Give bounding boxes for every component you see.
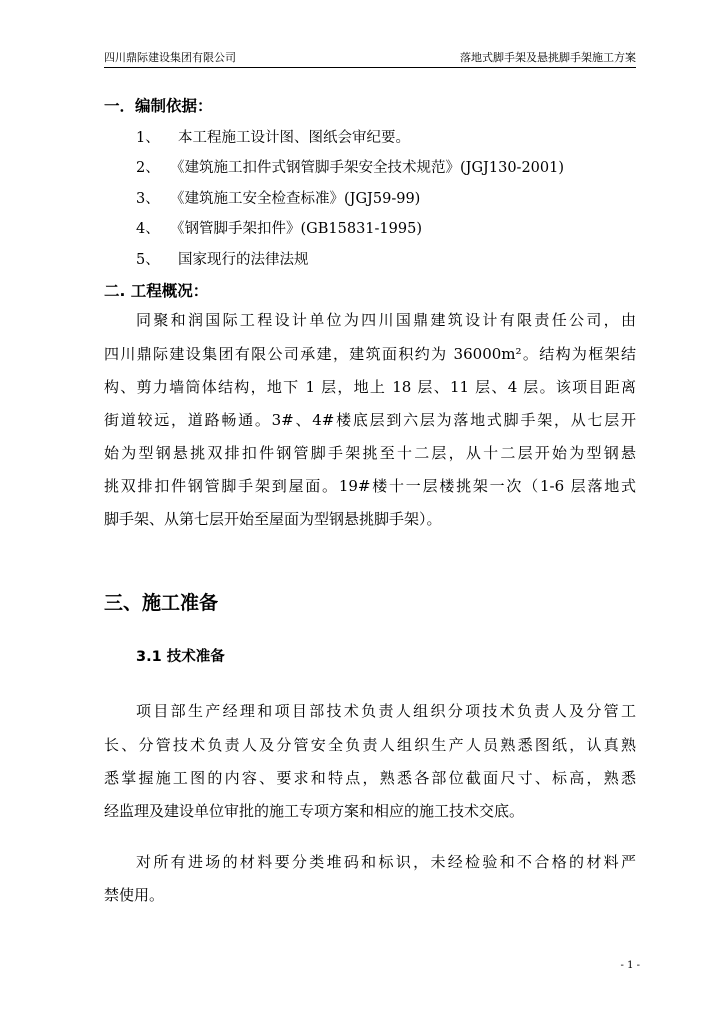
material-line: 对所有进场的材料要分类堆码和标识，未经检验和不合格的材料严: [136, 853, 636, 871]
basis-item-text: 《建筑施工安全检查标准》(JGJ59-99): [170, 191, 421, 207]
overview-line: 构、剪力墙筒体结构，地下 1 层，地上 18 层、11 层、4 层。该项目距离: [104, 378, 636, 396]
basis-item-text: 本工程施工设计图、图纸会审纪要。: [178, 130, 410, 146]
basis-item-text: 《钢管脚手架扣件》(GB15831-1995): [170, 221, 422, 237]
page-number: - 1 -: [620, 960, 640, 971]
basis-item-number: 1、: [136, 130, 160, 146]
basis-item-number: 4、: [136, 221, 160, 237]
material-line: 禁使用。: [104, 886, 165, 904]
basis-item-number: 3、: [136, 191, 160, 207]
overview-line: 脚手架、从第七层开始至屋面为型钢悬挑脚手架）。: [104, 510, 442, 528]
header-doc-title: 落地式脚手架及悬挑脚手架施工方案: [460, 51, 636, 64]
overview-line: 挑双排扣件钢管脚手架到屋面。19#楼十一层楼挑架一次（1-6 层落地式: [104, 477, 636, 495]
basis-item-text: 《建筑施工扣件式钢管脚手架安全技术规范》(JGJ130-2001): [170, 160, 564, 176]
basis-item-number: 2、: [136, 160, 160, 176]
section3-1-heading: 3.1 技术准备: [136, 649, 225, 665]
overview-line: 四川鼎际建设集团有限公司承建，建筑面积约为 36000m²。结构为框架结: [104, 345, 636, 363]
overview-line: 始为型钢悬挑双排扣件钢管脚手架挑至十二层，从十二层开始为型钢悬: [104, 444, 636, 462]
tech-prep-line: 悉掌握施工图的内容、要求和特点，熟悉各部位截面尺寸、标高，熟悉: [104, 769, 636, 787]
basis-item-text: 国家现行的法律法规: [178, 252, 309, 268]
overview-line: 街道较远，道路畅通。3#、4#楼底层到六层为落地式脚手架，从七层开: [104, 411, 636, 429]
section2-heading: 二. 工程概况：: [104, 282, 209, 300]
basis-item-number: 5、: [136, 252, 160, 268]
section3-heading: 三、施工准备: [104, 592, 219, 614]
tech-prep-line: 经监理及建设单位审批的施工专项方案和相应的施工技术交底。: [104, 802, 525, 820]
tech-prep-line: 项目部生产经理和项目部技术负责人组织分项技术负责人及分管工: [136, 702, 636, 720]
section1-heading: 一．编制依据：: [104, 97, 213, 115]
overview-line: 同聚和润国际工程设计单位为四川国鼎建筑设计有限责任公司，由: [136, 311, 636, 329]
header-company: 四川鼎际建设集团有限公司: [104, 51, 236, 64]
page-header: [104, 50, 636, 68]
tech-prep-line: 长、分管技术负责人及分管安全负责人组织生产人员熟悉图纸，认真熟: [104, 736, 636, 754]
